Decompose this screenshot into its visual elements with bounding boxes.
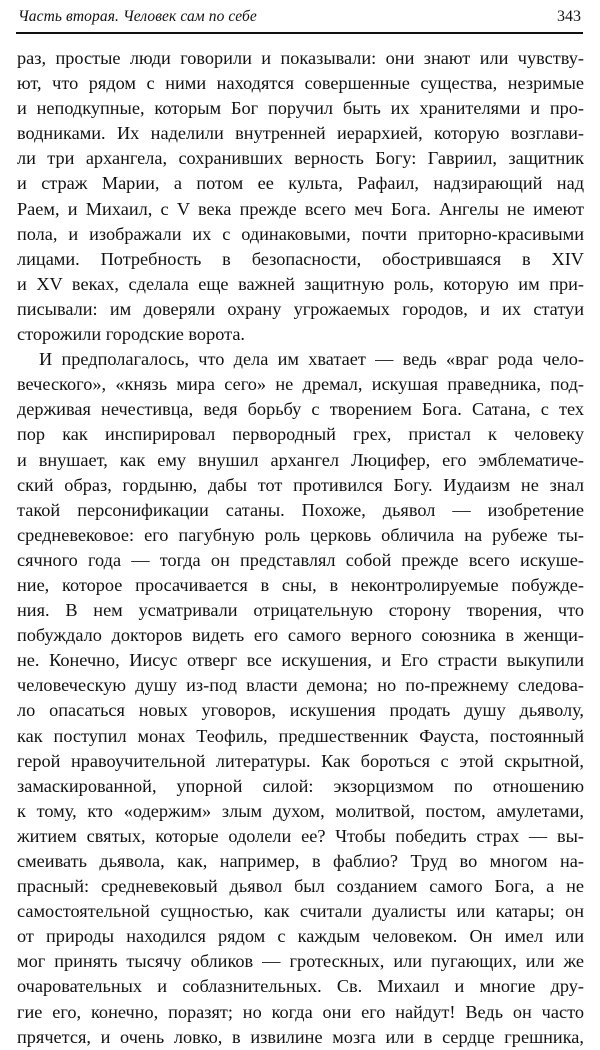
text-line: гие его, конечно, поразят; но когда они его найдут! Ведь он часто: [17, 1001, 584, 1022]
text-line: водниками. Их наделили внутренней иерархией, которую возглави-: [17, 123, 584, 144]
text-line: прасный: средневековый дьявол был созданием самого Бога, а не: [17, 876, 584, 897]
text-line: пола, и изображали их с одинаковыми, почти приторно-красивыми: [17, 223, 584, 244]
text-line: и неподкупные, которым Бог поручил быть их хранителями и про-: [17, 98, 584, 119]
paragraph-1: [17, 46, 584, 347]
paragraph-2: [17, 347, 584, 1050]
text-line: как поступил монах Теофиль, предшественник Фауста, постоянный: [17, 725, 584, 746]
text-line: очаровательных и соблазнительных. Св. Михаил и многие дру-: [17, 976, 584, 997]
text-line: ло опасаться новых уговоров, искушения продать душу дьяволу,: [17, 700, 584, 721]
text-line: житием святых, которые одолели ее? Чтобы победить страх — вы-: [17, 825, 584, 846]
text-line: сторожили городские ворота.: [17, 324, 246, 345]
text-line: Раем, и Михаил, с V века прежде всего меч Бога. Ангелы не имеют: [17, 198, 584, 219]
text-line: к тому, кто «одержим» злым духом, молитвой, постом, амулетами,: [17, 800, 584, 821]
text-line: ли три архангела, сохранивших верность Богу: Гавриил, защитник: [17, 148, 584, 169]
text-line: мог принять тысячу обликов — гротескных, или пугающих, или же: [17, 951, 584, 972]
text-line: лицами. Потребность в безопасности, обострившаяся в XIV: [17, 248, 584, 269]
text-line: прячется, и очень ловко, в извилине мозга или в сердце грешника,: [17, 1026, 584, 1047]
text-line: средневековое: его пагубную роль церковь обличила на рубеже ты-: [17, 524, 584, 545]
body-text: [17, 46, 584, 1050]
text-line: не. Конечно, Иисус отверг все искушения, и Его страсти выкупили: [17, 650, 584, 671]
text-line: веческого», «князь мира сего» не дремал, искушая праведника, под-: [17, 374, 584, 395]
text-line: и страж Марии, а потом ее культа, Рафаил, надзирающий над: [17, 173, 584, 194]
text-line: пор как инспирировал первородный грех, пристал к человеку: [17, 424, 584, 445]
text-line: и внушает, как ему внушил архангел Люцифер, его эмблематиче-: [17, 449, 584, 470]
text-line: замаскированной, упорной силой: экзорцизмом по отношению: [17, 775, 584, 796]
text-line: и XV веках, сделала еще важней защитную роль, которую им при-: [17, 273, 584, 294]
text-line: ют, что рядом с ними находятся совершенные существа, незримые: [17, 73, 584, 94]
text-line: побуждало докторов видеть его самого верного союзника в женщи-: [17, 625, 584, 646]
text-line: человеческую душу из-под власти демона; но по-прежнему следова-: [17, 675, 584, 696]
text-line: ния. В нем усматривали отрицательную сторону творения, что: [17, 600, 584, 621]
running-header: [16, 4, 583, 34]
text-line: ние, которое просачивается в сны, в неконтролируемые побужде-: [17, 574, 584, 595]
text-line: от природы находился рядом с каждым человеком. Он имел или: [17, 926, 584, 947]
text-line: герой нравоучительной литературы. Как бороться с этой скрытной,: [17, 750, 584, 771]
text-line: И предполагалось, что дела им хватает — ведь «враг рода чело-: [39, 349, 584, 370]
text-line: сячного года — тогда он представлял собой прежде всего искуше-: [17, 549, 584, 570]
text-line: самостоятельной сущностью, как считали дуалисты или катары; он: [17, 901, 584, 922]
page-number: 343: [557, 8, 581, 25]
text-line: ский образ, гордыню, дабы тот противился Богу. Иудаизм не знал: [17, 474, 584, 495]
running-title: Часть вторая. Человек сам по себе: [18, 8, 257, 25]
text-line: такой персонификации сатаны. Похоже, дьявол — изобретение: [17, 499, 584, 520]
text-line: писывали: им доверяли охрану угрожаемых городов, и их статуи: [17, 298, 584, 319]
text-line: раз, простые люди говорили и показывали: они знают или чувству-: [17, 48, 584, 68]
text-line: смеивать дьявола, как, например, в фаблио? Труд во многом на-: [17, 851, 584, 871]
text-line: держивая нечестивца, ведя борьбу с творением Бога. Сатана, с тех: [17, 399, 584, 420]
